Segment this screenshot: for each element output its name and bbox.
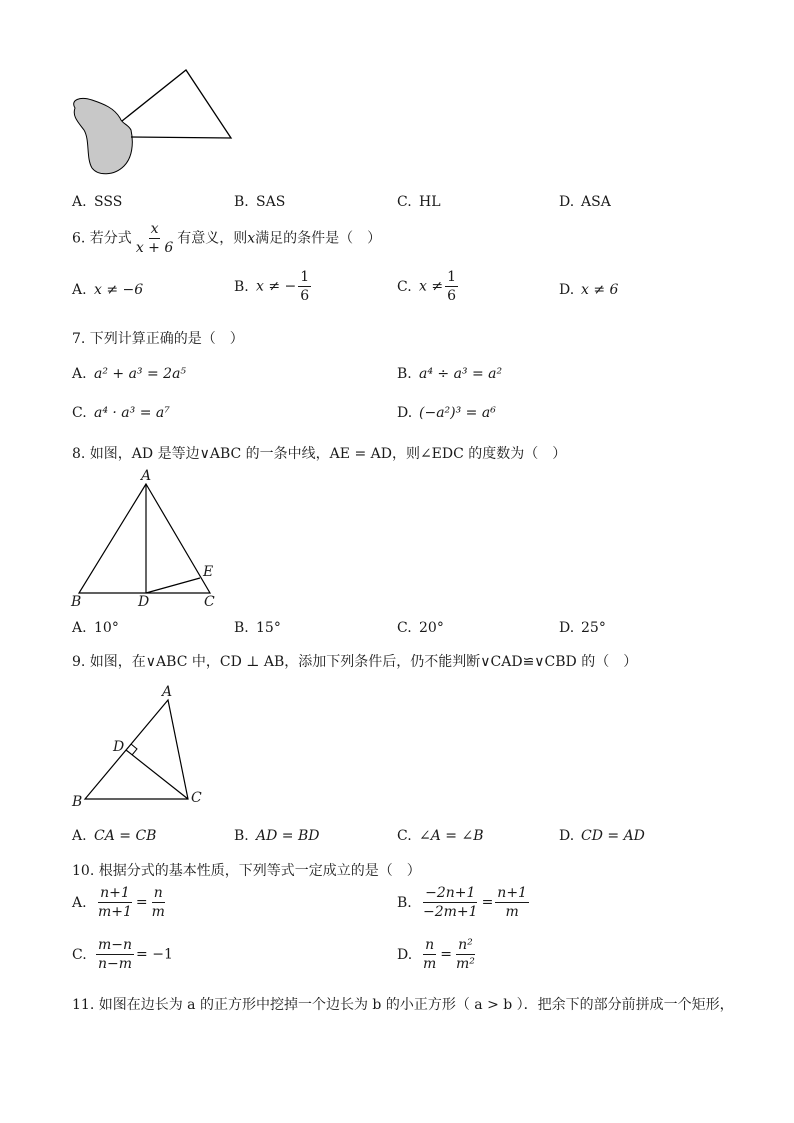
q5-option-a[interactable]: [72, 194, 122, 210]
option-text: (−a²)³ = a⁶: [419, 405, 496, 421]
numerator: n: [425, 937, 435, 953]
q8-option-b[interactable]: [234, 620, 281, 636]
q10-stem: 10. 根据分式的基本性质，下列等式一定成立的是（ ）: [72, 863, 421, 879]
label-e: E: [203, 564, 214, 580]
option-text: SSS: [94, 194, 123, 210]
option-letter: B.: [397, 894, 412, 911]
option-text: AD = BD: [256, 828, 320, 844]
triangle-abc: [85, 700, 188, 799]
q7-option-d[interactable]: [397, 405, 496, 421]
fraction: [445, 270, 458, 303]
fraction: [134, 222, 175, 255]
option-letter: B.: [234, 620, 249, 636]
fraction-right: [454, 938, 477, 971]
option-text: CA = CB: [94, 828, 157, 844]
q6-option-c[interactable]: [397, 270, 460, 303]
numerator: 1: [447, 269, 456, 285]
q10-option-b[interactable]: [397, 886, 531, 919]
option-text: a⁴ ÷ a³ = a²: [419, 366, 503, 382]
q7-option-a[interactable]: [72, 366, 186, 382]
denominator: m+1: [98, 904, 132, 920]
numerator: m−n: [98, 937, 133, 953]
option-text: x ≠ −: [256, 278, 297, 295]
triangle-shape: [122, 70, 231, 138]
label-d: D: [113, 739, 125, 755]
variable: x: [247, 230, 256, 247]
denominator: x + 6: [135, 240, 174, 256]
option-letter: C.: [72, 405, 87, 421]
denominator: −2m+1: [423, 904, 478, 920]
q8-option-a[interactable]: [72, 620, 119, 636]
numerator: n²: [458, 937, 473, 953]
q6-option-b[interactable]: [234, 270, 313, 303]
q6-option-d[interactable]: [559, 282, 618, 298]
option-letter: A.: [72, 828, 87, 844]
option-text: SAS: [256, 194, 286, 210]
option-letter: A.: [72, 194, 87, 210]
option-text: 25°: [581, 620, 606, 636]
option-letter: C.: [397, 828, 412, 844]
denominator: m: [505, 904, 519, 920]
q5-option-b[interactable]: [234, 194, 285, 210]
altitude-cd: [126, 750, 188, 799]
fraction-right: [495, 886, 529, 919]
option-text: CD = AD: [581, 828, 645, 844]
option-text: x ≠ −6: [94, 282, 144, 298]
denominator: 6: [300, 288, 310, 304]
q7-option-c[interactable]: [72, 405, 170, 421]
option-text: x ≠: [419, 278, 444, 295]
option-text: 20°: [419, 620, 444, 636]
label-d: D: [138, 594, 150, 610]
option-letter: C.: [72, 946, 87, 963]
numerator: n+1: [497, 885, 527, 901]
denominator: m: [423, 956, 437, 972]
q5-option-c[interactable]: [397, 194, 441, 210]
q6-stem: [72, 222, 381, 255]
q9-stem: 9. 如图，在∨ABC 中，CD ⊥ AB，添加下列条件后，仍不能判断∨CAD≌∨CBD 的（ ）: [72, 654, 638, 670]
option-letter: B.: [234, 278, 249, 295]
q10-option-c[interactable]: [72, 938, 173, 971]
label-a: A: [141, 468, 152, 484]
fraction: [298, 270, 311, 303]
option-letter: C.: [397, 194, 412, 210]
option-text: a² + a³ = 2a⁵: [94, 366, 187, 382]
denominator: 6: [447, 288, 456, 304]
fraction-left: [421, 938, 438, 971]
equals-sign: =: [135, 894, 148, 911]
segment-de: [146, 578, 200, 593]
equals-sign: =: [440, 946, 453, 963]
equals-value: = −1: [136, 946, 173, 963]
stem-text: 有意义，则: [177, 230, 248, 247]
option-text: 15°: [256, 620, 281, 636]
option-letter: C.: [397, 620, 412, 636]
fraction-left: [96, 886, 134, 919]
numerator: n+1: [100, 885, 130, 901]
option-letter: C.: [397, 278, 412, 295]
q9-option-b[interactable]: [234, 828, 319, 844]
equals-sign: =: [481, 894, 494, 911]
option-text: a⁴ · a³ = a⁷: [94, 405, 170, 421]
irregular-blob-shape: [74, 98, 133, 173]
q6-option-a[interactable]: [72, 282, 143, 298]
option-letter: D.: [559, 620, 575, 636]
label-a: A: [162, 684, 173, 700]
option-letter: D.: [397, 946, 413, 963]
option-letter: D.: [559, 828, 575, 844]
option-letter: D.: [559, 282, 575, 298]
fraction-left: [421, 886, 480, 919]
option-letter: A.: [72, 894, 87, 911]
option-letter: B.: [234, 194, 249, 210]
numerator: x: [150, 221, 159, 237]
numerator: −2n+1: [425, 885, 476, 901]
triangle-abc: [79, 484, 210, 593]
numerator: n: [153, 885, 163, 901]
q9-option-d[interactable]: [559, 828, 645, 844]
q7-option-b[interactable]: [397, 366, 502, 382]
stem-text: 6. 若分式: [72, 230, 132, 247]
option-letter: D.: [397, 405, 413, 421]
q9-option-c[interactable]: [397, 828, 484, 844]
stem-text: 满足的条件是（ ）: [255, 230, 382, 247]
option-text: x ≠ 6: [581, 282, 619, 298]
option-letter: A.: [72, 366, 87, 382]
q8-stem: 8. 如图，AD 是等边∨ABC 的一条中线，AE = AD，则∠EDC 的度数为（ ）: [72, 446, 567, 462]
q11-stem: 11. 如图在边长为 a 的正方形中挖掉一个边长为 b 的小正方形（ a > b ）．把余下的部分前拼成一个矩形，: [72, 997, 734, 1013]
option-letter: B.: [234, 828, 249, 844]
numerator: 1: [300, 269, 310, 285]
label-b: B: [71, 594, 82, 610]
q10-option-d[interactable]: [397, 938, 479, 971]
q9-option-a[interactable]: [72, 828, 156, 844]
fraction-left: [96, 938, 134, 971]
q5-option-d[interactable]: [559, 194, 611, 210]
denominator: n−m: [98, 956, 133, 972]
option-letter: D.: [559, 194, 575, 210]
q10-option-a[interactable]: [72, 886, 169, 919]
right-angle-mark: [131, 744, 137, 755]
q8-option-d[interactable]: [559, 620, 606, 636]
option-text: HL: [419, 194, 441, 210]
fraction-right: [150, 886, 167, 919]
denominator: m: [151, 904, 165, 920]
option-text: ASA: [581, 194, 611, 210]
label-c: C: [204, 594, 215, 610]
option-letter: B.: [397, 366, 412, 382]
option-text: ∠A = ∠B: [419, 828, 484, 844]
q8-option-c[interactable]: [397, 620, 444, 636]
option-letter: A.: [72, 620, 87, 636]
label-c: C: [191, 790, 202, 806]
denominator: m²: [456, 956, 475, 972]
option-letter: A.: [72, 282, 87, 298]
option-text: 10°: [94, 620, 119, 636]
label-b: B: [72, 794, 83, 810]
q7-stem: 7. 下列计算正确的是（ ）: [72, 331, 244, 347]
